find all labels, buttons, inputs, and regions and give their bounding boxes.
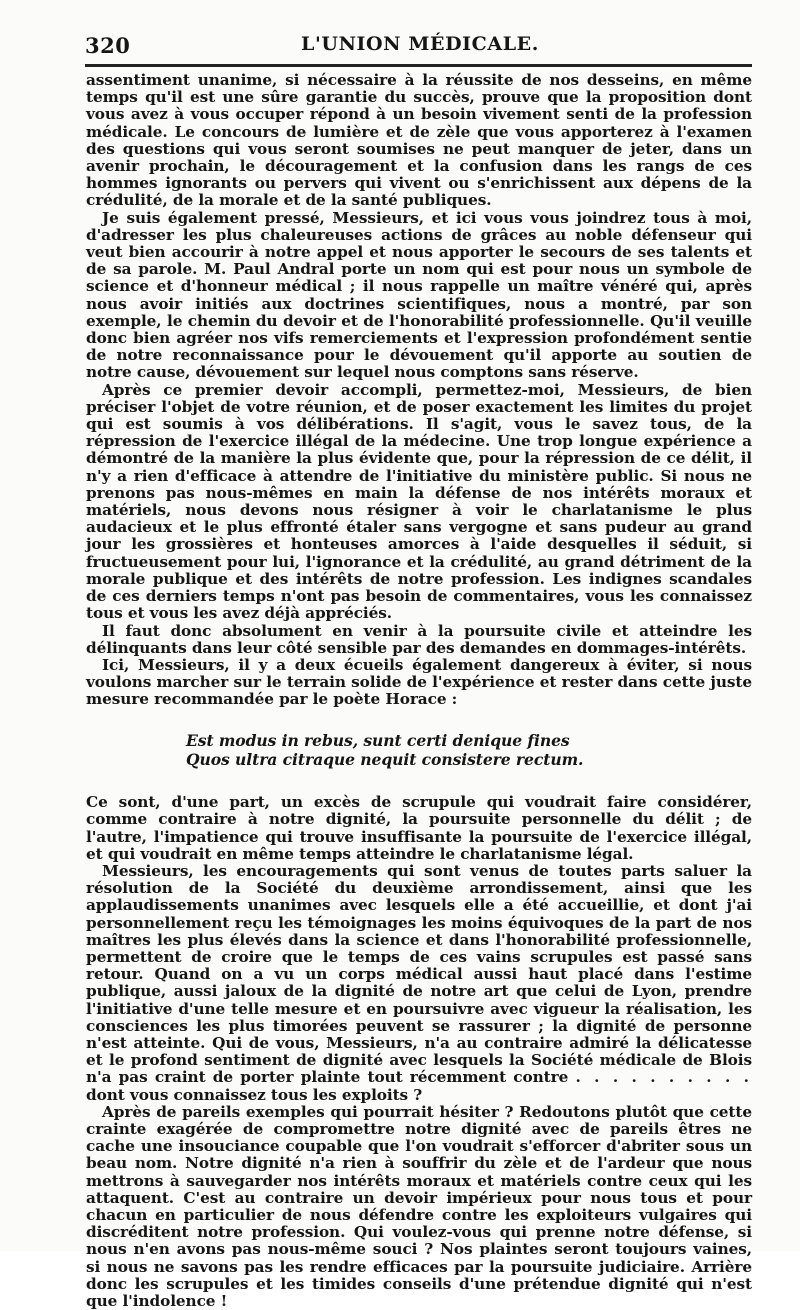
paragraph-5: Ici, Messieurs, il y a deux écueils également dangereux à éviter, si nous voulons marcher sur le terrain solide de l'expérience et rester dans cette juste mesure recommandée par le poète Horace : xyxy=(86,655,752,709)
header-rule xyxy=(85,64,752,67)
paragraph-6: Ce sont, d'une part, un excès de scrupule qui voudrait faire considérer, comme contraire à notre dignité, la poursuite personnelle du délit ; de l'autre, l'impatience qui trouve insuffisante la poursuite de l'exercice illégal, et qui voudrait en même temps atteindre le charlatanisme légal. xyxy=(86,793,752,863)
quote-line-2: Quos ultra citraque nequit consistere rectum. xyxy=(186,750,584,770)
horace-quote xyxy=(186,731,752,771)
article-body xyxy=(86,72,752,1310)
paragraph-7-tail: dont vous connaissez tous les exploits ? xyxy=(86,1085,423,1104)
quote-line-1: Est modus in rebus, sunt certi denique fines xyxy=(186,730,570,750)
page-number: 320 xyxy=(85,33,131,58)
paragraph-1: assentiment unanime, si nécessaire à la réussite de nos desseins, en même temps qu'il est une sûre garantie du succès, prouve que la proposition dont vous avez à vous occuper répond à un besoin vivement senti de la profession médicale. Le concours de lumière et de zèle que vous apporterez à l'examen des questions qui vous seront soumises ne peut manquer de jeter, dans un avenir prochain, le découragement et la confusion dans les rangs de ces hommes ignorants ou pervers qui vivent ou s'enrichissent aux dépens de la crédulité, de la morale et de la santé publiques. xyxy=(86,71,752,210)
paragraph-7-text: Messieurs, les encouragements qui sont venus de toutes parts saluer la résolution de la Société du deuxième arrondissement, ainsi que les applaudissements unanimes avec lesquels elle a été accueillie, et dont j'ai personnellement reçu les témoignages les moins équivoques de la part de nos maîtres les plus élevés dans la science et dans l'honorabilité professionnelle, permettent de croire que le temps de ces vains scrupules est passé sans retour. Quand on a vu un corps médical aussi haut placé dans l'estime publique, aussi jaloux de la dignité de notre art que celui de Lyon, prendre l'initiative d'une telle mesure et en poursuivre avec vigueur la réalisation, les consciences les plus timorées peuvent se rassurer ; la dignité de personne n'est atteinte. Qui de vous, Messieurs, n'a au contraire admiré la délicatesse et le profond sentiment de dignité avec lesquels la Société médicale de Blois n'a pas craint de porter plainte tout récemment contre xyxy=(86,861,752,1087)
paragraph-8: Après de pareils exemples qui pourrait hésiter ? Redoutons plutôt que cette crainte exagérée de compromettre notre dignité avec de pareils êtres ne cache une insouciance coupable que l'on voudrait s'efforcer d'abriter sous un beau nom. Notre dignité n'a rien à souffrir du zèle et de l'ardeur que nous mettrons à sauvegarder nos intérêts moraux et matériels contre ceux qui les attaquent. C'est au contraire un devoir impérieux pour nous tous et pour chacun en particulier de nous défendre contre les exploiteurs vulgaires qui discréditent notre profession. Qui voulez-vous qui prenne notre défense, si nous n'en avons pas nous-même souci ? Nos plaintes seront toujours vaines, si nous ne savons pas les rendre efficaces par la poursuite judiciaire. Arrière donc les scrupules et les timides conseils d'une prétendue dignité qui n'est que l'indolence ! xyxy=(86,1102,752,1310)
paragraph-4: Il faut donc absolument en venir à la poursuite civile et atteindre les délinquants dans leur côté sensible par des demandes en dommages-intérêts. xyxy=(86,621,752,657)
page-header xyxy=(85,27,755,61)
paragraph-7 xyxy=(86,863,752,1104)
paragraph-3: Après ce premier devoir accompli, permettez-moi, Messieurs, de bien préciser l'objet de votre réunion, et de poser exactement les limites du projet qui est soumis à vos délibérations. Il s'agit, vous le savez tous, de la répression de l'exercice illégal de la médecine. Une trop longue expérience a démontré de la manière la plus évidente que, pour la répression de ce délit, il n'y a rien d'efficace à attendre de l'initiative du ministère public. Si nous ne prenons pas nous-mêmes en main la défense de nos intérêts moraux et matériels, nous devons nous résigner à voir le charlatanisme le plus audacieux et le plus effronté étaler sans vergogne et sans pudeur au grand jour les grossières et honteuses amorces à l'aide desquelles il séduit, si fructueusement pour lui, l'ignorance et la crédulité, au grand détriment de la morale publique et des intérêts de notre profession. Les indignes scandales de ces derniers temps n'ont pas besoin de commentaires, vous les connaissez tous et vous les avez déjà appréciés. xyxy=(86,380,752,623)
paragraph-2: Je suis également pressé, Messieurs, et ici vous vous joindrez tous à moi, d'adresser les plus chaleureuses actions de grâces au noble défenseur qui veut bien accourir à notre appel et nous apporter le secours de ses talents et de sa parole. M. Paul Andral porte un nom qui est pour nous un symbole de science et d'honneur médical ; il nous rappelle un maître vénéré qui, après nous avoir initiés aux doctrines scientifiques, nous a montré, par son exemple, le chemin du devoir et de l'honorabilité professionnelle. Qu'il veuille donc bien agréer nos vifs remerciements et l'expression profondément sentie de notre reconnaissance pour le dévouement qu'il apporte au soutien de notre cause, dévouement sur lequel nous comptons sans réserve. xyxy=(86,208,752,382)
running-title: L'UNION MÉDICALE. xyxy=(301,33,539,55)
ellipsis: . . . . . . . . . . xyxy=(575,1068,752,1087)
